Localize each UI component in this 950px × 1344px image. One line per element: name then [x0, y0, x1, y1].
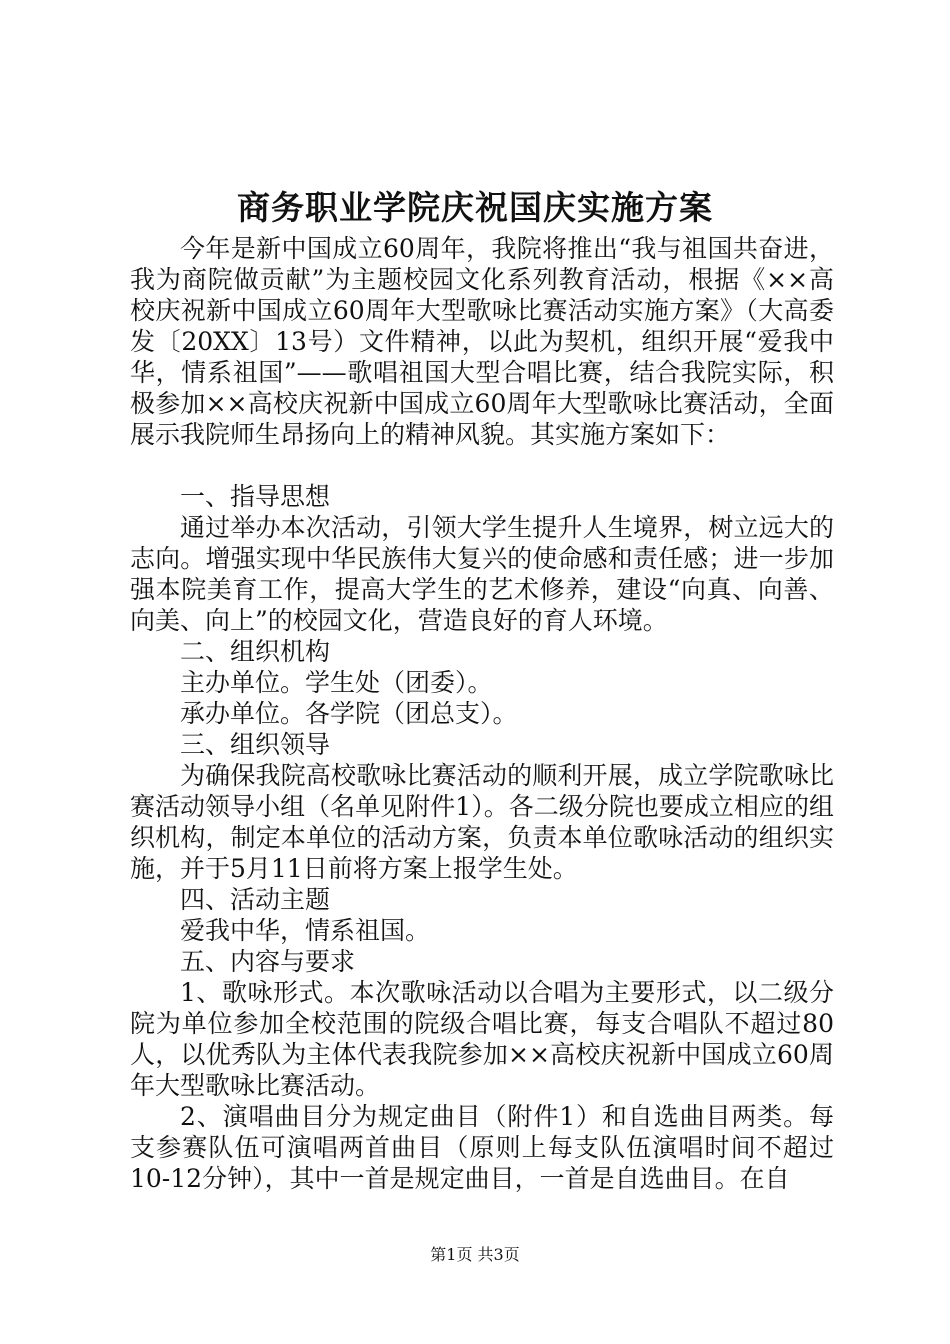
section-heading-guiding-ideology: 一、指导思想 [180, 482, 331, 511]
guiding-ideology-paragraph: 通过举办本次活动，引领大学生提升人生境界，树立远大的志向。增强实现中华民族伟大复兴的使命感和责任感；进一步加强本院美育工作，提高大学生的艺术修养，建设“向真、向善、向美、向上”的校园文化，营造良好的育人环境。 [130, 513, 834, 635]
section-heading-theme: 四、活动主题 [180, 885, 331, 914]
paragraph-spacer [130, 450, 834, 481]
co-organizer-line: 承办单位。各学院（团总支）。 [180, 699, 518, 728]
theme-line: 爱我中华，情系祖国。 [180, 916, 431, 945]
content-item-1: 1、歌咏形式。本次歌咏活动以合唱为主要形式，以二级分院为单位参加全校范围的院级合唱比赛，每支合唱队不超过80人，以优秀队为主体代表我院参加××高校庆祝新中国成立60周年大型歌咏比赛活动。 [130, 978, 834, 1100]
content-item-2: 2、演唱曲目分为规定曲目（附件1）和自选曲目两类。每支参赛队伍可演唱两首曲目（原则上每支队伍演唱时间不超过10-12分钟），其中一首是规定曲目，一首是自选曲目。在自 [130, 1102, 834, 1193]
document-title: 商务职业学院庆祝国庆实施方案 [237, 188, 713, 227]
intro-paragraph: 今年是新中国成立60周年，我院将推出“我与祖国共奋进，我为商院做贡献”为主题校园文化系列教育活动，根据《××高校庆祝新中国成立60周年大型歌咏比赛活动实施方案》（大高委发〔20XX〕13号）文件精神，以此为契机，组织开展“爱我中华，情系祖国”——歌唱祖国大型合唱比赛，结合我院实际，积极参加××高校庆祝新中国成立60周年大型歌咏比赛活动，全面展示我院师生昂扬向上的精神风貌。其实施方案如下： [130, 234, 834, 449]
document-body [130, 233, 834, 1194]
section-heading-leadership: 三、组织领导 [180, 730, 331, 759]
leadership-paragraph: 为确保我院高校歌咏比赛活动的顺利开展，成立学院歌咏比赛活动领导小组（名单见附件1）。各二级分院也要成立相应的组织机构，制定本单位的活动方案，负责本单位歌咏活动的组织实施，并于5月11日前将方案上报学生处。 [130, 761, 834, 883]
organizer-line: 主办单位。学生处（团委）。 [180, 668, 493, 697]
page-footer: 第1页 共3页 [430, 1245, 520, 1264]
section-heading-organization: 二、组织机构 [180, 637, 331, 666]
section-heading-content: 五、内容与要求 [180, 947, 356, 976]
